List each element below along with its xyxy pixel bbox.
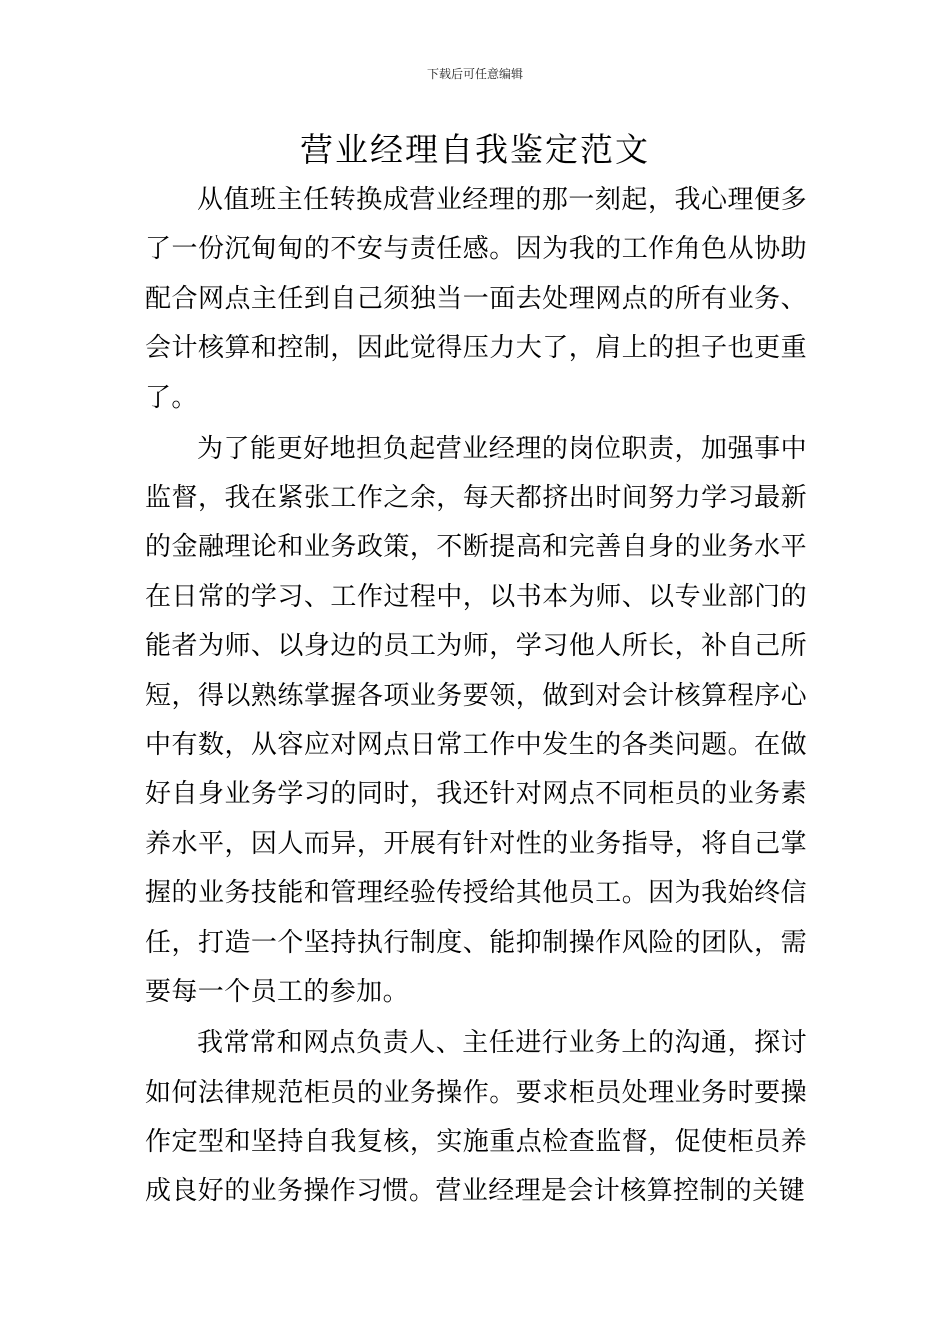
document-body (145, 176, 807, 1218)
paragraph: 从值班主任转换成营业经理的那一刻起，我心理便多了一份沉甸甸的不安与责任感。因为我的工作角色从协助配合网点主任到自己须独当一面去处理网点的所有业务、会计核算和控制，因此觉得压力大了，肩上的担子也更重了。 (145, 185, 807, 413)
paragraph: 为了能更好地担负起营业经理的岗位职责，加强事中监督，我在紧张工作之余，每天都挤出时间努力学习最新的金融理论和业务政策，不断提高和完善自身的业务水平在日常的学习、工作过程中，以书本为师、以专业部门的能者为师、以身边的员工为师，学习他人所长，补自己所短，得以熟练掌握各项业务要领，做到对会计核算程序心中有数，从容应对网点日常工作中发生的各类问题。在做好自身业务学习的同时，我还针对网点不同柜员的业务素养水平，因人而异，开展有针对性的业务指导，将自己掌握的业务技能和管理经验传授给其他员工。因为我始终信任，打造一个坚持执行制度、能抑制操作风险的团队，需要每一个员工的参加。 (145, 433, 807, 1008)
paragraph: 我常常和网点负责人、主任进行业务上的沟通，探讨如何法律规范柜员的业务操作。要求柜员处理业务时要操作定型和坚持自我复核，实施重点检查监督，促使柜员养成良好的业务操作习惯。营业经理是会计核算控制的关键 (145, 1028, 807, 1207)
document-title: 营业经理自我鉴定范文 (300, 130, 650, 169)
header-note: 下载后可任意编辑 (426, 67, 523, 81)
